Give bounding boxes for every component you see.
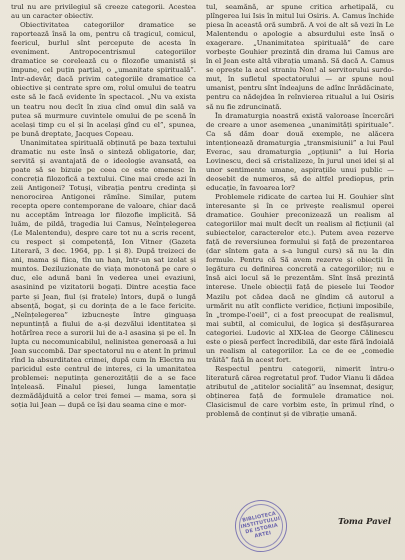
paragraph: Obiectivitatea categoriilor dramatice se raportează însă la om, pentru că tragicul, comicul, feericul, burlul sînt percepute de acesta în eveniment. Antropocentrismul categoriilor dramatice se corelează cu o filozofie umanistă și impune, cel puțin parțial, o „umanitate spirituală”. Intr-adevăr, dacă privim categoriile dramatice ca obiective și centrate spre om, rolul omului de teatru este să le facă evidente în spectacol. „Nu va exista un teatru nou decît în ziua cînd omul din sală va putea să murmure cuvintele omului de pe scenă în același timp cu el și în același gînd cu el”, spunea, pe bună dreptate, Jacques Copeau. [11, 21, 196, 138]
paragraph: Respectul pentru categorii, nimerit întru-o literatură cărea regretatul prof. Tudor Vianu îi dădea atributul de „atitelor socialită” au însemnat, desigur, obținerea față de formulele dramatice noi. Clasicismul de care vorbim este, în primul rînd, o problemă de conținut și de vibrație umană. [206, 364, 394, 419]
right-text-column [206, 3, 394, 419]
left-text-column [11, 3, 196, 410]
paragraph: Problemele ridicate de cartea lui H. Gouhier sînt interesante și în ce privește realismul operei dramatice. Gouhier preconizează un realism al categoriilor mai mult decît un realism al ficțiunii (al subiectelor, caracterelor etc.). Putem avea rezerve față de reversiunea formului și față de prezentarea (dar sîntem gata a s-a lungul curs) să nu la din formule. Pentru că Să avem rezerve și obiecții în legătura cu definirea concretă a categoriilor; nu e însă aici locul să le prezentăm. Sînt însă prezintă interese. Unele obiecții față de piesele lui Teodor Mazilu pot cădea dacă ne gîndim că autorul a urmărit nu atît conflicte veridice, ficțiuni imposibile, în „trompe-l'oeil”, ci a fost preocupat de realismul, mai subtil, al comicului, de logica și desfășurarea categoriei. Ludovic al XIX-lea de George Călinescu este o piesă perfect încredibilă, dar este fără îndoială un realism al categoriilor. La ce de ee „comedie trăită” față în acest fort. [206, 192, 394, 364]
paragraph: În dramaturgia noastră există valoroase încercări de creare a unor asemenea „unanimități spirituale”. Ca să dăm doar două exemple, ne alăcera intenționează dramaturgia „transmisiunii” a lui Paul Everac, sau dramaturgia „opțiunii” a lui Horia Lovinescu, deci să cristalizeze, în jurul unei idei și al unor sentimente umane, aspirațiile unui public — deosebit de numeros, să de altfel prediopus, prin educație, în favoarea lor? [206, 111, 394, 192]
library-stamp-text: BIBLIOTECA INSTITUTULUI DE ISTORIA ARTEI [240, 510, 281, 540]
paragraph: tul, seamănă, ar spune critica arhetipală, cu plîngerea lui Isis în mitul lui Osiris. A. Camus închide piesa în această oră sumbră. A voi de alt să vezi în Le Malentendu o apologie a absurdului este însă o exagerare. „Unanimitatea spirituală” de care vorbește Gouhier prezintă din drama lui Camus are în el Jean este altă vibrația umană. Să dacă A. Camus se oprește la acel straniu Non! al servitorului surdo-mut, în sufletul spectatorului — ar spune noul umanist, pentru sînt îndeajuns de adînc înrădăcinate, pentru ca nădejdea în reînvierea ritualul a lui Osiris să nu fie zdruncinată. [206, 3, 394, 111]
library-stamp [230, 495, 292, 557]
author-signature: Toma Pavel [338, 516, 391, 526]
paragraph: Unanimitatea spirituală obținută pe baza textului dramatic nu este însă o sinteză obligatorie, dar, servită și avantajată de o ideologie avansată, ea poate să se bizuie pe ceea ce este omenesc în concreția filozofică a textului. Cine mai crede azi în zeii Antigonei? Totuși, vibrația pentru credința și nenorocirea Antigonei rămîne. Similar, putem recepta opere contemporane de valoare, chiar dacă nu acceptăm întreaga lor filozofie implicită. Să luăm, de pildă, tragedia lui Camus, Neînțelegerea (Le Malentendu), despre care tot nu a scris recent, cu respect și competență, Ion Vitner (Gazeta Literară, 3 dec. 1964, pp. 1 și 8). După treizeci de ani, mama și fiica, tîn un han, într-un sat izolat și muntos. Deziluzionate de viața monotonă pe care o duc, ele adună bani în vederea unei evaziuni, asasinind pe vizitatorii bogați. Dintre aceștia face parte și Jean, fiul (și fratele) întors, după o lungă absență, bogat, și cu dorința de a le face fericite. „Neînțelegerea” izbucnește între ginguașa nepuntință a fiului de a-și dezvălui identitatea și hotărîrea rece a surorii lui de a-l asasina și pe el. În lupta cu necomunicabilul, nelinistea generoasă a lui Jean succombă. Dar spectatorul nu e atent în primul rînd la absurditatea crimei, după cum în Electra nu paricidul este centrul de interes, ci la umanitatea problemei: neputința generozității de a se face înțeleasă. Finalul piesei, lunga lamentație dezmădăjduită a celor trei femei — mama, sora și soția lui Jean — după ce își dau seama cine e mor- [11, 138, 196, 410]
paragraph: trul nu are privilegiul să creeze categorii. Acestea au un caracter obiectiv. [11, 3, 196, 21]
